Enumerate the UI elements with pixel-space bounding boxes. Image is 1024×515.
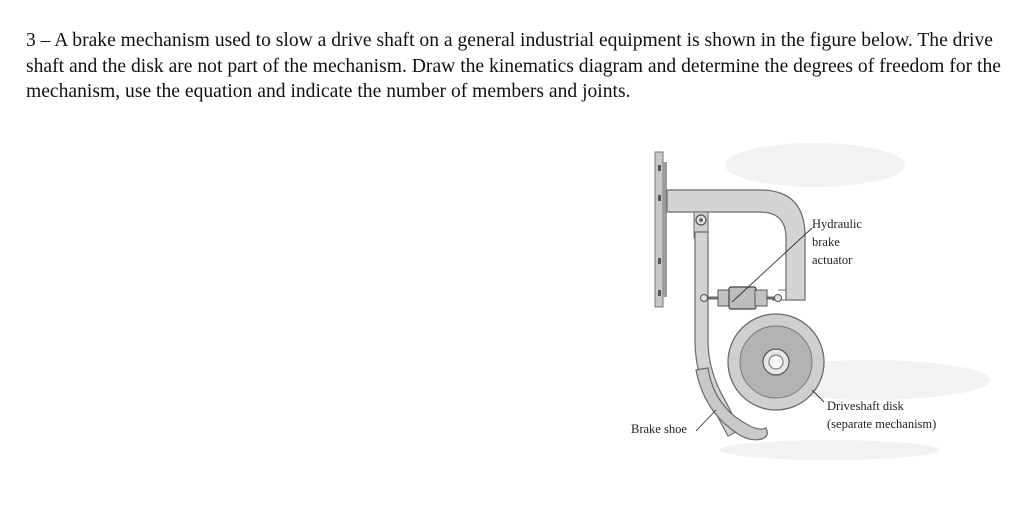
ground-wall (655, 152, 667, 307)
driveshaft-disk (728, 314, 824, 410)
actuator-label-line-2: brake (812, 235, 840, 249)
hydraulic-actuator (701, 287, 782, 309)
disk-label-line-2: (separate mechanism) (827, 417, 937, 431)
brake-shoe-label-text: Brake shoe (631, 422, 687, 436)
disk-label-line-1: Driveshaft disk (827, 399, 904, 413)
question-text: 3 – A brake mechanism used to slow a drive shaft on a general industrial equipment is shown in the figure below. The drive shaft and the disk are not part of the mechanism. Draw the kinematics diagram and determine the degrees of freedom for the mechanism, use the equation and indicate the number of members and joints. (26, 30, 1001, 102)
brake-shoe-label (631, 420, 687, 438)
disk-label (827, 397, 936, 433)
actuator-label (812, 215, 862, 269)
actuator-label-line-3: actuator (812, 253, 853, 267)
actuator-label-line-1: Hydraulic (812, 217, 862, 231)
fixed-bracket (667, 190, 805, 300)
brake-mechanism-figure (600, 140, 1024, 480)
